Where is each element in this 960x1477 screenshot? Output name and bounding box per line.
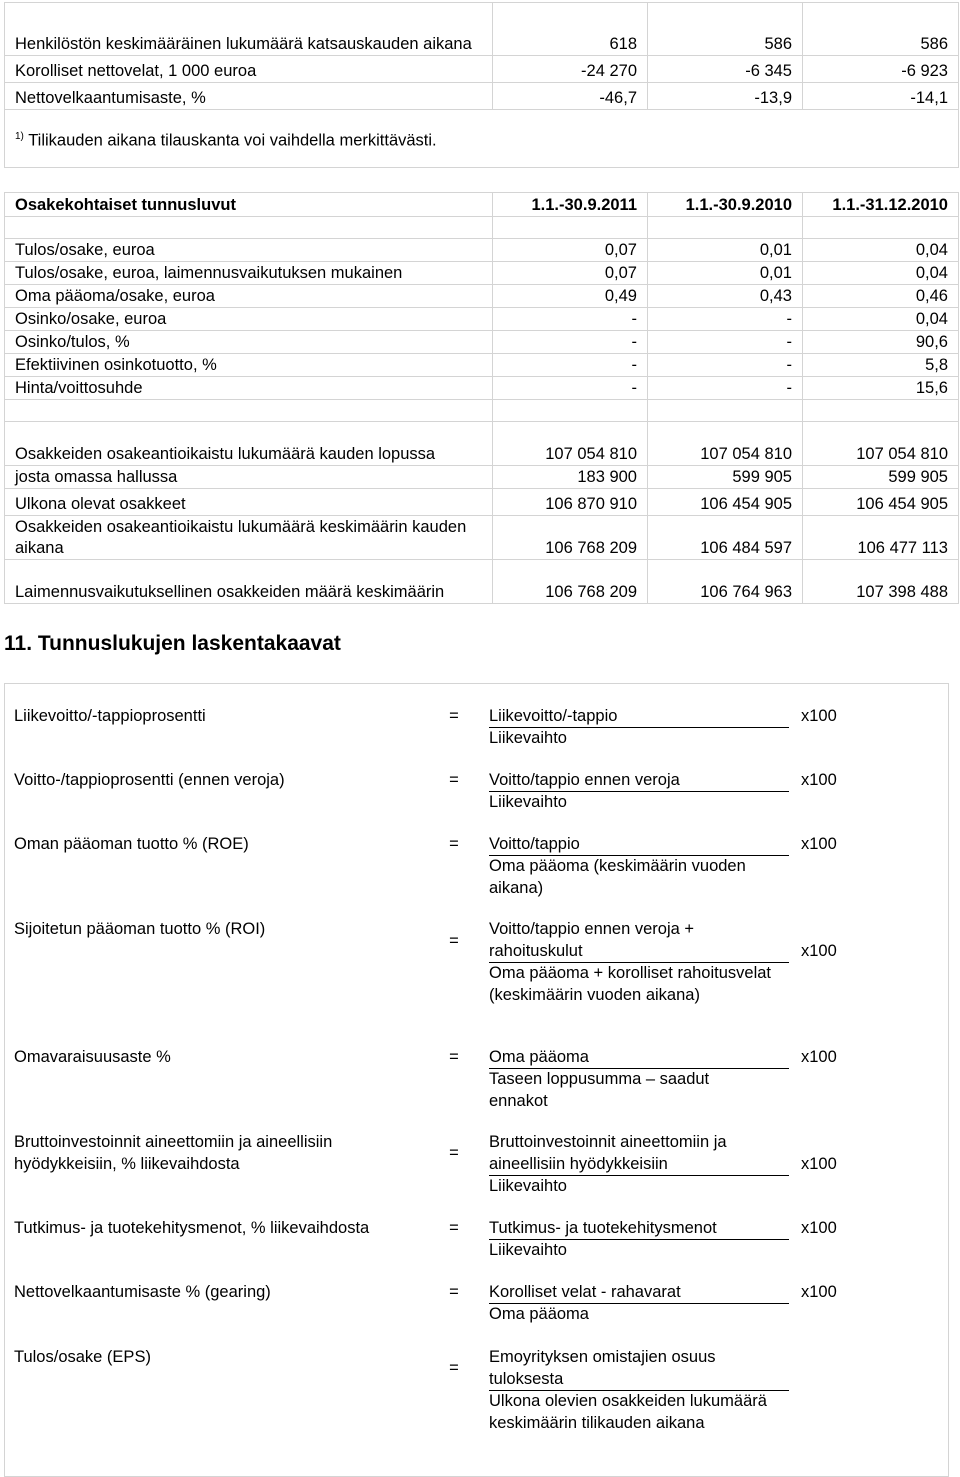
- cell-value: 90,6: [803, 331, 959, 354]
- cell-value: -: [648, 354, 803, 377]
- formula-label: Tulos/osake (EPS): [14, 1348, 151, 1366]
- formula-factor: x100: [801, 942, 837, 960]
- row-label: Ulkona olevat osakkeet: [5, 489, 493, 516]
- cell-value: -24 270: [493, 56, 648, 83]
- column-header: 1.1.-30.9.2010: [648, 193, 803, 217]
- cell-value: 107 398 488: [803, 560, 959, 604]
- formula-denominator: Oma pääoma: [489, 1305, 589, 1323]
- row-label: Laimennusvaikutuksellinen osakkeiden määrä keskimäärin: [5, 560, 493, 604]
- share-key-figures-table: [4, 192, 959, 604]
- row-label: Osakkeiden osakeantioikaistu lukumäärä kauden lopussa: [5, 422, 493, 466]
- formula-label: Tutkimus- ja tuotekehitysmenot, % liikevaihdosta: [14, 1219, 370, 1237]
- cell-value: 586: [803, 3, 959, 56]
- row-label: Osakkeiden osakeantioikaistu lukumäärä keskimäärin kauden aikana: [5, 516, 493, 560]
- cell-value: -: [493, 331, 648, 354]
- formula-label: Liikevoitto/-tappioprosentti: [14, 707, 206, 725]
- table-row: [5, 262, 959, 285]
- formula-numerator: Tutkimus- ja tuotekehitysmenot: [489, 1217, 789, 1240]
- formula-factor: x100: [801, 1155, 837, 1173]
- cell-value: 5,8: [803, 354, 959, 377]
- formula-numerator: Voitto/tappio ennen veroja: [489, 769, 789, 792]
- footnote-text: Tilikauden aikana tilauskanta voi vaihdella merkittävästi.: [28, 131, 437, 150]
- table-row: [5, 3, 959, 56]
- formula-denominator: Oma pääoma + korolliset rahoitusvelat (keskimäärin vuoden aikana): [489, 964, 772, 1004]
- formula-label: Bruttoinvestoinnit aineettomiin ja aineellisiin hyödykkeisiin, % liikevaihdosta: [14, 1133, 333, 1173]
- formula-numerator: Oma pääoma: [489, 1046, 789, 1069]
- formula-denominator: Liikevaihto: [489, 793, 567, 811]
- cell-value: 0,01: [648, 239, 803, 262]
- table-row: [5, 331, 959, 354]
- formula-denominator: Liikevaihto: [489, 1241, 567, 1259]
- equals-sign: =: [449, 1283, 459, 1301]
- cell-value: -: [648, 331, 803, 354]
- formula-denominator: Liikevaihto: [489, 1177, 567, 1195]
- table-row: [5, 377, 959, 400]
- formula-numerator: Liikevoitto/-tappio: [489, 705, 789, 728]
- table-row: [5, 516, 959, 560]
- formula-denominator: Taseen loppusumma – saadut ennakot: [489, 1070, 710, 1110]
- cell-value: 618: [493, 3, 648, 56]
- formula-factor: x100: [801, 707, 837, 725]
- cell-value: 107 054 810: [648, 422, 803, 466]
- formula-factor: x100: [801, 771, 837, 789]
- formula-numerator: Korolliset velat - rahavarat: [489, 1281, 789, 1304]
- formula-numerator: Voitto/tappio: [489, 833, 789, 856]
- formula-numerator: Voitto/tappio ennen veroja + rahoituskulut: [489, 918, 789, 963]
- table-row: [5, 422, 959, 466]
- cell-value: -14,1: [803, 83, 959, 110]
- row-label: Henkilöstön keskimääräinen lukumäärä katsauskauden aikana: [5, 3, 493, 56]
- cell-value: -: [648, 377, 803, 400]
- formula-label: Sijoitetun pääoman tuotto % (ROI): [14, 920, 266, 938]
- section-title: 11. Tunnuslukujen laskentakaavat: [4, 632, 341, 655]
- cell-value: 0,49: [493, 285, 648, 308]
- cell-value: 586: [648, 3, 803, 56]
- equals-sign: =: [449, 1359, 459, 1377]
- formula-label: Omavaraisuusaste %: [14, 1048, 171, 1066]
- formula-factor: x100: [801, 1283, 837, 1301]
- footnote: [5, 110, 959, 168]
- formula-denominator: Ulkona olevien osakkeiden lukumäärä keskimäärin tilikauden aikana: [489, 1392, 767, 1432]
- formula-label: Oman pääoman tuotto % (ROE): [14, 835, 249, 853]
- row-label: Korolliset nettovelat, 1 000 euroa: [5, 56, 493, 83]
- formula-label: Voitto-/tappioprosentti (ennen veroja): [14, 771, 285, 789]
- formula-factor: x100: [801, 835, 837, 853]
- cell-value: 106 454 905: [648, 489, 803, 516]
- table-row: [5, 489, 959, 516]
- cell-value: 0,46: [803, 285, 959, 308]
- spacer-row: [5, 217, 959, 239]
- table-row: [5, 560, 959, 604]
- table-row: [5, 285, 959, 308]
- formula-denominator: Liikevaihto: [489, 729, 567, 747]
- formula-factor: x100: [801, 1219, 837, 1237]
- row-label: Osinko/osake, euroa: [5, 308, 493, 331]
- cell-value: 106 764 963: [648, 560, 803, 604]
- cell-value: 106 870 910: [493, 489, 648, 516]
- column-header: 1.1.-31.12.2010: [803, 193, 959, 217]
- column-header: 1.1.-30.9.2011: [493, 193, 648, 217]
- footnote-marker: 1): [15, 130, 24, 142]
- row-label: Osinko/tulos, %: [5, 331, 493, 354]
- cell-value: -46,7: [493, 83, 648, 110]
- key-figures-table: [4, 2, 959, 168]
- table-row: [5, 56, 959, 83]
- cell-value: 0,04: [803, 308, 959, 331]
- row-label: Hinta/voittosuhde: [5, 377, 493, 400]
- table-title: Osakekohtaiset tunnusluvut: [5, 193, 493, 217]
- row-label: Nettovelkaantumisaste, %: [5, 83, 493, 110]
- table-row: [5, 239, 959, 262]
- cell-value: 0,07: [493, 262, 648, 285]
- cell-value: 106 454 905: [803, 489, 959, 516]
- row-label: Tulos/osake, euroa, laimennusvaikutuksen mukainen: [5, 262, 493, 285]
- footnote-row: [5, 110, 959, 168]
- cell-value: 599 905: [803, 466, 959, 489]
- row-label: Efektiivinen osinkotuotto, %: [5, 354, 493, 377]
- table-row: [5, 354, 959, 377]
- row-label: Oma pääoma/osake, euroa: [5, 285, 493, 308]
- table-header-row: [5, 193, 959, 217]
- equals-sign: =: [449, 835, 459, 853]
- equals-sign: =: [449, 771, 459, 789]
- table-row: [5, 466, 959, 489]
- cell-value: -13,9: [648, 83, 803, 110]
- table-row: [5, 308, 959, 331]
- equals-sign: =: [449, 932, 459, 950]
- cell-value: 107 054 810: [803, 422, 959, 466]
- cell-value: 106 768 209: [493, 516, 648, 560]
- cell-value: 0,04: [803, 239, 959, 262]
- cell-value: 107 054 810: [493, 422, 648, 466]
- row-label: Tulos/osake, euroa: [5, 239, 493, 262]
- equals-sign: =: [449, 707, 459, 725]
- formula-factor: x100: [801, 1048, 837, 1066]
- cell-value: 0,01: [648, 262, 803, 285]
- cell-value: 106 484 597: [648, 516, 803, 560]
- cell-value: 599 905: [648, 466, 803, 489]
- formula-numerator: Emoyrityksen omistajien osuus tuloksesta: [489, 1346, 789, 1391]
- spacer-row: [5, 400, 959, 422]
- cell-value: -: [493, 377, 648, 400]
- cell-value: 183 900: [493, 466, 648, 489]
- cell-value: -: [493, 354, 648, 377]
- equals-sign: =: [449, 1219, 459, 1237]
- cell-value: -: [493, 308, 648, 331]
- cell-value: -6 923: [803, 56, 959, 83]
- equals-sign: =: [449, 1144, 459, 1162]
- cell-value: 15,6: [803, 377, 959, 400]
- cell-value: 0,07: [493, 239, 648, 262]
- equals-sign: =: [449, 1048, 459, 1066]
- formula-denominator: Oma pääoma (keskimäärin vuoden aikana): [489, 857, 746, 897]
- cell-value: 0,04: [803, 262, 959, 285]
- cell-value: -: [648, 308, 803, 331]
- formula-numerator: Bruttoinvestoinnit aineettomiin ja aineellisiin hyödykkeisiin: [489, 1131, 789, 1176]
- formula-label: Nettovelkaantumisaste % (gearing): [14, 1283, 271, 1301]
- table-row: [5, 83, 959, 110]
- row-label: josta omassa hallussa: [5, 466, 493, 489]
- cell-value: 106 768 209: [493, 560, 648, 604]
- cell-value: 0,43: [648, 285, 803, 308]
- cell-value: -6 345: [648, 56, 803, 83]
- cell-value: 106 477 113: [803, 516, 959, 560]
